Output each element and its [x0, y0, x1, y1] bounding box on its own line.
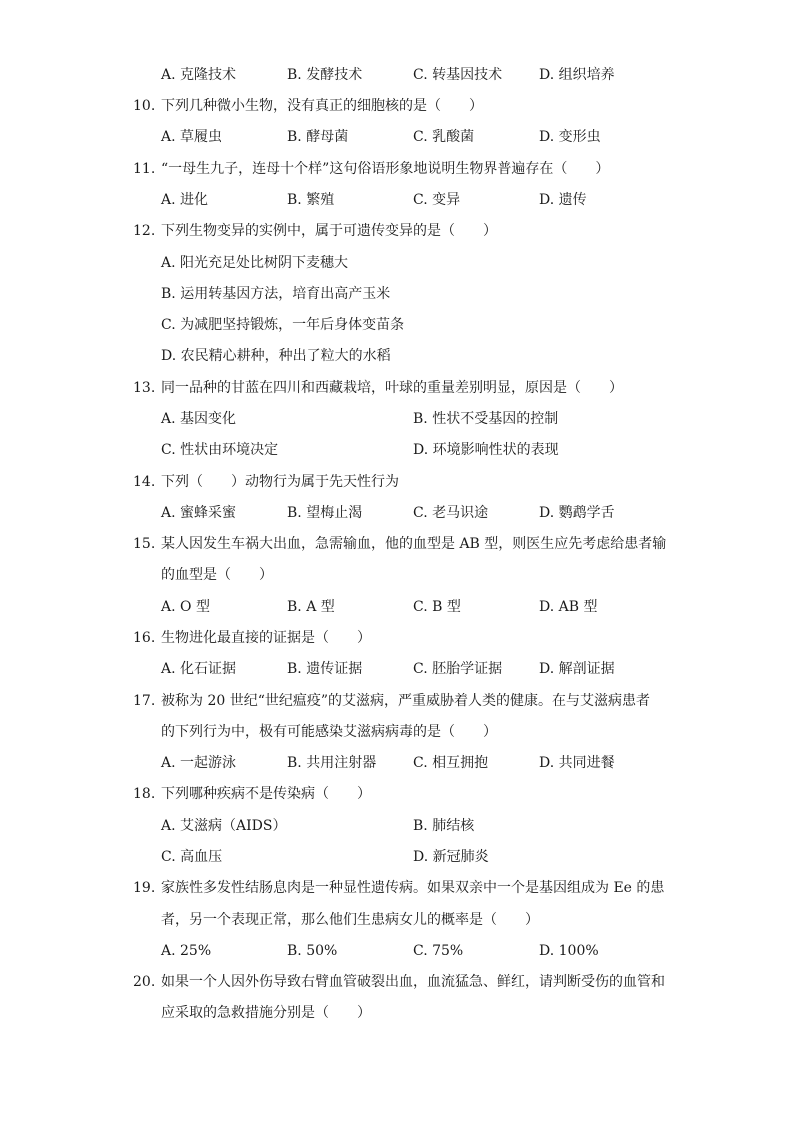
question-number: 18.: [133, 786, 156, 802]
option-b: B. 肺结核: [413, 818, 475, 834]
option-a: A. 阳光充足处比树阴下麦穗大: [161, 255, 349, 271]
question-number: 17.: [133, 693, 156, 709]
option-b: B. 共用注射器: [287, 755, 377, 771]
question-stem-line2: 应采取的急救措施分别是（ ）: [161, 1005, 371, 1021]
option-d: D. AB 型: [539, 599, 598, 615]
question-number: 12.: [133, 223, 156, 239]
question-stem-line1: 某人因发生车祸大出血，急需输血，他的血型是 AB 型，则医生应先考虑给患者输: [161, 536, 667, 552]
option-d: D. 遗传: [539, 192, 587, 208]
question-stem-line1: 被称为 20 世纪“世纪瘟疫”的艾滋病，严重威胁着人类的健康。在与艾滋病患者: [161, 693, 651, 709]
option-b: B. 遗传证据: [287, 661, 363, 677]
option-c: C. 转基因技术: [413, 67, 503, 83]
option-b: B. 发酵技术: [287, 67, 363, 83]
question-number: 20.: [133, 974, 156, 990]
question-stem: 生物进化最直接的证据是（ ）: [161, 630, 371, 646]
question-stem-line2: 的下列行为中，极有可能感染艾滋病病毒的是（ ）: [161, 724, 497, 740]
option-d: D. 农民精心耕种，种出了粒大的水稻: [161, 348, 391, 364]
question-stem-line1: 家族性多发性结肠息肉是一种显性遗传病。如果双亲中一个是基因组成为 Ee 的患: [161, 880, 665, 896]
option-d: D. 共同进餐: [539, 755, 615, 771]
option-c: C. 高血压: [161, 849, 223, 865]
option-b: B. 运用转基因方法，培育出高产玉米: [161, 286, 391, 302]
question-number: 11.: [133, 161, 156, 177]
option-c: C. 75%: [413, 943, 464, 959]
option-c: C. 乳酸菌: [413, 129, 475, 145]
question-number: 14.: [133, 474, 156, 490]
question-stem-line1: 如果一个人因外伤导致右臂血管破裂出血，血流猛急、鲜红，请判断受伤的血管和: [161, 974, 665, 990]
question-stem-line2: 者，另一个表现正常，那么他们生患病女儿的概率是（ ）: [161, 912, 539, 928]
option-d: D. 100%: [539, 943, 599, 959]
option-b: B. 酵母菌: [287, 129, 349, 145]
question-stem: 下列（ ）动物行为属于先天性行为: [161, 474, 399, 490]
question-stem: 下列哪种疾病不是传染病（ ）: [161, 786, 371, 802]
option-b: B. A 型: [287, 599, 335, 615]
option-b: B. 望梅止渴: [287, 505, 363, 521]
option-c: C. 胚胎学证据: [413, 661, 503, 677]
option-d: D. 新冠肺炎: [413, 849, 489, 865]
option-d: D. 组织培养: [539, 67, 615, 83]
question-number: 19.: [133, 880, 156, 896]
option-a: A. 化石证据: [161, 661, 237, 677]
option-b: B. 性状不受基因的控制: [413, 411, 559, 427]
option-a: A. 进化: [161, 192, 209, 208]
question-stem: 下列几种微小生物，没有真正的细胞核的是（ ）: [161, 98, 483, 114]
option-d: D. 鹦鹉学舌: [539, 505, 615, 521]
option-a: A. 一起游泳: [161, 755, 237, 771]
question-stem: 同一品种的甘蓝在四川和西藏栽培，叶球的重量差别明显，原因是（ ）: [161, 380, 623, 396]
option-b: B. 繁殖: [287, 192, 335, 208]
option-c: C. 为减肥坚持锻炼，一年后身体变苗条: [161, 317, 405, 333]
option-c: C. 老马识途: [413, 505, 489, 521]
option-a: A. 克隆技术: [161, 67, 237, 83]
option-c: C. 相互拥抱: [413, 755, 489, 771]
option-d: D. 变形虫: [539, 129, 601, 145]
option-d: D. 解剖证据: [539, 661, 615, 677]
option-a: A. 25%: [161, 943, 212, 959]
option-a: A. 蜜蜂采蜜: [161, 505, 237, 521]
question-stem: 下列生物变异的实例中，属于可遗传变异的是（ ）: [161, 223, 497, 239]
option-a: A. O 型: [161, 599, 210, 615]
option-c: C. 变异: [413, 192, 461, 208]
question-stem-line2: 的血型是（ ）: [161, 567, 273, 583]
question-number: 15.: [133, 536, 156, 552]
option-c: C. B 型: [413, 599, 461, 615]
option-a: A. 艾滋病（AIDS）: [161, 818, 287, 834]
question-number: 10.: [133, 98, 156, 114]
option-c: C. 性状由环境决定: [161, 442, 279, 458]
question-stem: “一母生九子，连母十个样”这句俗语形象地说明生物界普遍存在（ ）: [161, 161, 610, 177]
question-number: 13.: [133, 380, 156, 396]
option-d: D. 环境影响性状的表现: [413, 442, 559, 458]
option-a: A. 基因变化: [161, 411, 237, 427]
option-a: A. 草履虫: [161, 129, 223, 145]
option-b: B. 50%: [287, 943, 338, 959]
question-number: 16.: [133, 630, 156, 646]
